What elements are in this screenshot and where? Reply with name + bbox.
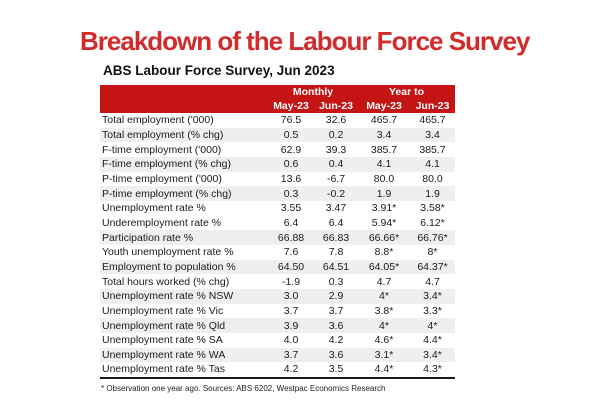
row-value: 465.7	[419, 114, 446, 127]
table-row	[100, 113, 455, 128]
row-value: 0.5	[283, 128, 299, 141]
table-body	[100, 113, 455, 379]
row-label: Participation rate %	[102, 231, 194, 244]
table-header	[100, 85, 455, 113]
row-label: Total hours worked (% chg)	[102, 275, 230, 288]
row-label: Unemployment rate % SA	[102, 334, 223, 347]
column-header-jun23-monthly: Jun-23	[319, 100, 353, 112]
row-value: 3.9	[283, 319, 299, 332]
row-value: 3.55	[280, 202, 302, 215]
row-value: 5.94*	[371, 216, 397, 229]
row-value: 32.6	[325, 114, 347, 127]
row-value: 3.5	[328, 363, 344, 376]
row-value: 3.4*	[423, 348, 442, 361]
row-label: Total employment ('000)	[102, 114, 214, 127]
table-row	[100, 230, 455, 245]
row-value: 8*	[427, 246, 438, 259]
row-label: Employment to population %	[102, 260, 236, 273]
row-value: 4.4*	[423, 334, 442, 347]
row-label: Unemployment rate % WA	[102, 348, 226, 361]
row-label: Youth unemployment rate %	[102, 246, 234, 259]
row-value: 3.1*	[374, 348, 394, 361]
page-title: Breakdown of the Labour Force Survey	[80, 26, 530, 56]
row-value: 465.7	[370, 114, 398, 127]
row-value: 4.3*	[423, 363, 442, 376]
table-row	[100, 157, 455, 172]
row-value: 4*	[379, 319, 389, 332]
table-row	[100, 172, 455, 187]
table-group-header-row	[100, 85, 455, 99]
table-row	[100, 201, 455, 216]
row-label: Unemployment rate % NSW	[102, 290, 234, 303]
row-value: 3.6	[328, 348, 344, 361]
row-value: 4.6*	[374, 334, 394, 347]
row-value: 76.5	[280, 114, 302, 127]
row-value: 3.47	[325, 202, 347, 215]
row-value: 3.4	[425, 128, 440, 141]
group-header-yearto: Year to	[388, 86, 425, 98]
row-label: Unemployment rate % Tas	[102, 363, 225, 376]
row-value: 3.91*	[371, 202, 397, 215]
column-header-jun23-yearto: Jun-23	[415, 100, 450, 112]
row-value: 6.12*	[420, 216, 445, 229]
row-value: 80.0	[373, 172, 395, 185]
row-value: 3.7	[283, 348, 299, 361]
row-label: Total employment (% chg)	[102, 128, 224, 141]
row-value: 0.2	[328, 128, 344, 141]
row-value: 4*	[379, 290, 389, 303]
row-value: 39.3	[325, 143, 347, 156]
table-row	[100, 348, 455, 363]
row-value: 4*	[427, 319, 438, 332]
row-label: Unemployment rate % Qld	[102, 319, 226, 332]
row-value: 385.7	[370, 143, 398, 156]
row-value: -0.2	[326, 187, 346, 200]
row-value: 13.6	[280, 172, 302, 185]
row-value: 64.37*	[417, 260, 448, 273]
row-value: 3.0	[283, 290, 299, 303]
row-label: P-time employment (% chg)	[102, 187, 232, 200]
row-value: 4.7	[376, 275, 392, 288]
row-value: 64.50	[277, 260, 305, 273]
row-value: 4.1	[376, 158, 392, 171]
row-value: 1.9	[376, 187, 392, 200]
row-value: 64.51	[322, 260, 350, 273]
table-subtitle: ABS Labour Force Survey, Jun 2023	[103, 63, 335, 78]
table-row	[100, 289, 455, 304]
row-value: 0.3	[283, 187, 299, 200]
row-value: 7.6	[283, 246, 299, 259]
table-row	[100, 186, 455, 201]
table-row	[100, 245, 455, 260]
column-header-may23-monthly: May-23	[273, 100, 309, 112]
row-value: 3.7	[283, 304, 299, 317]
row-value: 2.9	[328, 290, 344, 303]
row-value: 0.4	[328, 158, 344, 171]
row-value: 4.1	[425, 158, 440, 171]
row-value: 66.66*	[368, 231, 400, 244]
table-row	[100, 274, 455, 289]
row-value: 4.7	[425, 275, 440, 288]
table-row	[100, 128, 455, 143]
row-value: 1.9	[425, 187, 440, 200]
table-row	[100, 216, 455, 231]
table-column-header-row	[100, 99, 455, 113]
row-value: 6.4	[328, 216, 344, 229]
row-value: 0.3	[328, 275, 344, 288]
row-value: 3.8*	[374, 304, 394, 317]
labour-force-table	[100, 85, 455, 379]
row-value: 4.0	[283, 334, 299, 347]
row-label: F-time employment (% chg)	[102, 158, 231, 171]
table-row	[100, 142, 455, 157]
column-header-may23-yearto: May-23	[366, 100, 402, 112]
table-row	[100, 333, 455, 348]
group-header-monthly: Monthly	[292, 86, 334, 98]
row-value: 4.2	[283, 363, 299, 376]
row-value: 66.83	[322, 231, 350, 244]
row-value: 8.8*	[374, 246, 394, 259]
row-value: 80.0	[422, 172, 443, 185]
table-footnote: * Observation one year ago. Sources: ABS 6202, Westpac Economics Research	[101, 384, 386, 393]
row-label: P-time employment ('000)	[102, 172, 222, 185]
row-label: F-time employment ('000)	[102, 143, 222, 156]
row-value: 385.7	[419, 143, 446, 156]
row-label: Unemployment rate % Vic	[102, 304, 224, 317]
row-value: 3.58*	[420, 202, 445, 215]
row-value: 62.9	[280, 143, 302, 156]
row-value: 7.8	[328, 246, 344, 259]
row-value: 6.4	[283, 216, 299, 229]
row-value: 3.4	[376, 128, 392, 141]
row-label: Underemployment rate %	[102, 216, 222, 229]
row-value: 3.7	[328, 304, 344, 317]
row-value: 3.6	[328, 319, 344, 332]
row-value: 0.6	[283, 158, 299, 171]
table-row	[100, 304, 455, 319]
row-value: 66.76*	[417, 231, 448, 244]
row-value: -1.9	[281, 275, 301, 288]
row-value: -6.7	[326, 172, 346, 185]
row-value: 4.4*	[374, 363, 394, 376]
row-label: Unemployment rate %	[102, 202, 206, 215]
table-row	[100, 260, 455, 275]
table-row	[100, 318, 455, 333]
row-value: 4.2	[328, 334, 344, 347]
table-row	[100, 362, 455, 377]
row-value: 3.3*	[423, 304, 442, 317]
row-value: 64.05*	[368, 260, 400, 273]
row-value: 3.4*	[423, 290, 442, 303]
row-value: 66.88	[277, 231, 305, 244]
